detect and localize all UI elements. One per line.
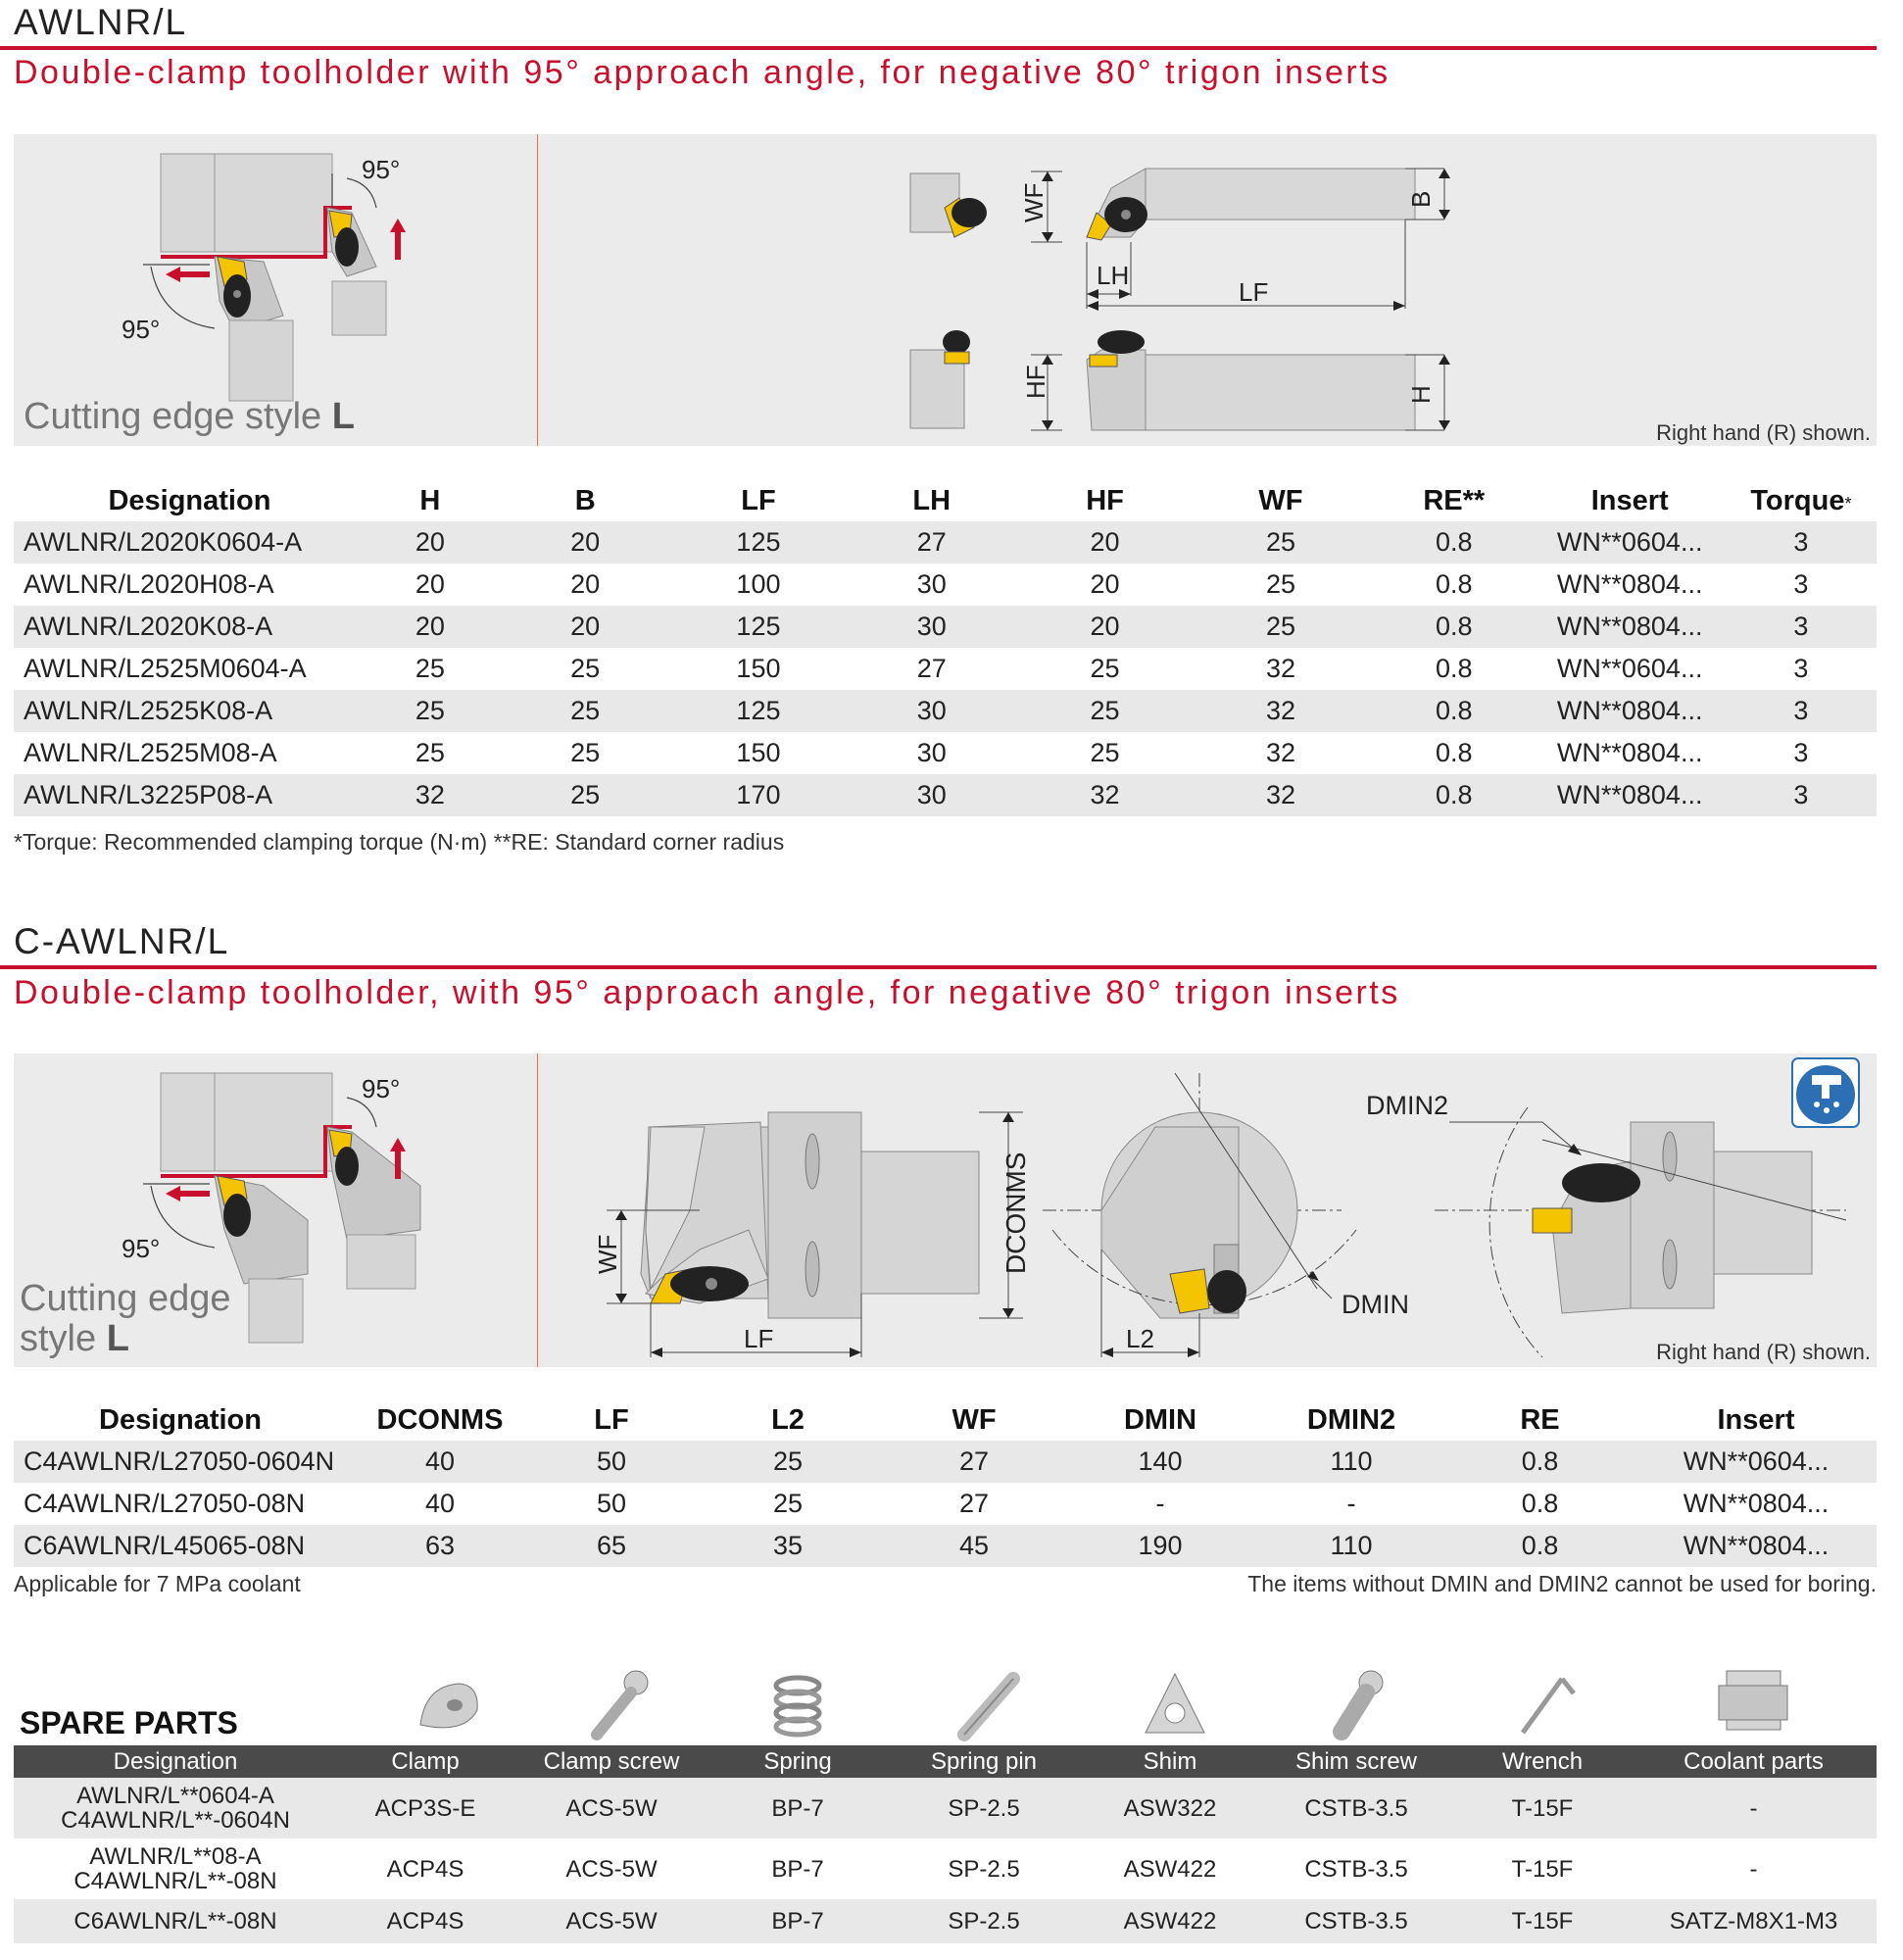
table-row — [14, 606, 1877, 648]
spare-parts-table — [14, 1745, 1877, 1943]
right-hand-note: Right hand (R) shown. — [1656, 1340, 1871, 1364]
value-cell: 50 — [596, 1489, 627, 1518]
angle-label-bottom: 95° — [122, 315, 161, 344]
dim-dmin: DMIN — [1342, 1290, 1409, 1319]
value-cell: 20 — [366, 606, 495, 648]
value-cell: 25 — [570, 654, 601, 683]
part-cell: SP-2.5 — [886, 1778, 1082, 1838]
col-lh: LH — [912, 485, 952, 516]
designation-cell — [14, 1838, 337, 1899]
section2-rule — [0, 965, 1877, 969]
dim-lh: LH — [1097, 261, 1130, 290]
value-cell: 32 — [1265, 654, 1295, 683]
value-cell: 20 — [366, 521, 495, 564]
part-cell: ACS-5W — [513, 1899, 709, 1943]
designation-cell — [14, 1778, 337, 1838]
shim-icon — [1146, 1674, 1204, 1733]
value-cell: WN**0804... — [1535, 774, 1726, 816]
dim-wf: WF — [1019, 182, 1049, 222]
angle-label-top: 95° — [362, 1074, 401, 1103]
value-cell: 3 — [1726, 606, 1877, 648]
value-cell: 110 — [1258, 1525, 1444, 1567]
value-cell: 0.8 — [1444, 1525, 1635, 1567]
spare-col-header: Shim — [1082, 1745, 1258, 1778]
value-cell: 125 — [676, 606, 842, 648]
value-cell: 25 — [1188, 521, 1374, 564]
value-cell: 65 — [533, 1525, 690, 1567]
value-cell: WN**0804... — [1535, 690, 1726, 732]
value-cell: 32 — [366, 774, 495, 816]
value-cell: 25 — [415, 654, 445, 683]
part-cell: T-15F — [1454, 1899, 1631, 1943]
part-cell: ACS-5W — [565, 1855, 658, 1883]
cutting-edge-style-label: Cutting edge style L — [24, 396, 355, 437]
col-h: H — [419, 485, 441, 516]
section1-diagram-panel — [14, 134, 1877, 446]
spare-col-header: Spring — [709, 1745, 886, 1778]
part-cell: BP-7 — [709, 1778, 886, 1838]
col-lf: LF — [741, 485, 776, 516]
part-cell: T-15F — [1511, 1855, 1574, 1883]
value-cell: 63 — [347, 1525, 533, 1567]
dim-lf: LF — [744, 1324, 774, 1353]
part-cell: BP-7 — [709, 1899, 886, 1943]
col-designation: Designation — [108, 485, 271, 516]
value-cell: WN**0804... — [1556, 569, 1703, 599]
value-cell: WN**0804... — [1635, 1525, 1877, 1567]
value-cell: 30 — [841, 606, 1022, 648]
value-cell: 32 — [1188, 774, 1374, 816]
value-cell: 27 — [841, 521, 1022, 564]
angle-label-top: 95° — [362, 155, 401, 184]
wrench-icon — [1523, 1679, 1574, 1733]
table-row — [14, 774, 1877, 816]
spare-header-row — [14, 1745, 1877, 1778]
col-b: B — [574, 485, 596, 516]
table-row — [14, 1441, 1877, 1483]
value-cell: 0.8 — [1374, 521, 1535, 564]
designation-cell: AWLNR/L2020H08-A — [24, 569, 274, 599]
value-cell: 140 — [1062, 1441, 1258, 1483]
coolant-parts-icon — [1719, 1671, 1787, 1730]
section1-rule — [0, 46, 1877, 50]
value-cell: 25 — [570, 738, 601, 767]
coolant-icon — [1792, 1058, 1859, 1127]
col-torque: Torque* — [1750, 485, 1852, 516]
coolant-note: Applicable for 7 MPa coolant — [14, 1571, 301, 1596]
value-cell: 25 — [1265, 569, 1295, 599]
value-cell: 3 — [1793, 738, 1809, 767]
designation-cell: AWLNR/L2525M08-A — [24, 738, 277, 767]
col-insert: Insert — [1717, 1404, 1795, 1436]
dim-h: H — [1406, 385, 1436, 404]
section1-title: AWLNR/L — [14, 2, 188, 42]
spare-row — [14, 1838, 1877, 1899]
section1-subtitle: Double-clamp toolholder with 95° approach angle, for negative 80° trigon inserts — [14, 54, 1391, 91]
value-cell: 25 — [690, 1441, 886, 1483]
value-cell: 0.8 — [1374, 774, 1535, 816]
designation-line: AWLNR/L**0604-A — [76, 1783, 274, 1809]
spare-row — [14, 1899, 1877, 1943]
part-cell: CSTB-3.5 — [1258, 1899, 1454, 1943]
value-cell: WN**0604... — [1535, 521, 1726, 564]
side-view-drawing — [910, 330, 1450, 430]
part-cell: - — [1749, 1855, 1758, 1883]
value-cell: 20 — [415, 569, 445, 599]
value-cell: 3 — [1726, 521, 1877, 564]
cutting-edge-style-label: Cutting edge style L — [20, 1278, 231, 1359]
value-cell: 3 — [1726, 690, 1877, 732]
value-cell: 35 — [690, 1525, 886, 1567]
value-cell: 20 — [1022, 521, 1188, 564]
table-row — [14, 1483, 1877, 1525]
value-cell: 32 — [1022, 774, 1188, 816]
approach-angle-drawing — [122, 154, 406, 401]
top-view-drawing — [910, 169, 1450, 311]
section2-title: C-AWLNR/L — [14, 921, 230, 961]
value-cell: 3 — [1793, 654, 1809, 683]
value-cell: - — [1155, 1489, 1165, 1518]
col-hf: HF — [1086, 485, 1124, 516]
dim-dconms: DCONMS — [1000, 1152, 1031, 1274]
spring-icon — [776, 1678, 819, 1735]
value-cell: 40 — [424, 1489, 456, 1518]
value-cell: 150 — [736, 654, 781, 683]
designation-cell: AWLNR/L2525K08-A — [14, 690, 366, 732]
part-cell: ASW422 — [1082, 1899, 1258, 1943]
col-re: RE** — [1423, 485, 1486, 516]
col-wf: WF — [952, 1404, 997, 1436]
value-cell: 125 — [676, 690, 842, 732]
value-cell: 0.8 — [1444, 1441, 1635, 1483]
value-cell: 0.8 — [1521, 1489, 1559, 1518]
table-header-row — [14, 1394, 1877, 1441]
table-row — [14, 690, 1877, 732]
table-header-row — [14, 474, 1877, 521]
right-hand-note: Right hand (R) shown. — [1656, 420, 1871, 445]
value-cell: WN**0604... — [1635, 1441, 1877, 1483]
table-row — [14, 1525, 1877, 1567]
part-cell: ACS-5W — [513, 1778, 709, 1838]
value-cell: 125 — [676, 521, 842, 564]
col-wf: WF — [1258, 485, 1303, 516]
col-dmin2: DMIN2 — [1306, 1404, 1396, 1436]
part-cell: ACP3S-E — [337, 1778, 513, 1838]
value-cell: 30 — [841, 690, 1022, 732]
part-cell: SATZ-M8X1-M3 — [1631, 1899, 1877, 1943]
value-cell: 3 — [1726, 774, 1877, 816]
designation-cell: AWLNR/L2525M0604-A — [24, 654, 307, 683]
col-re: RE — [1520, 1404, 1560, 1436]
designation-cell — [14, 1899, 337, 1943]
value-cell: 32 — [1188, 690, 1374, 732]
dim-hf: HF — [1021, 365, 1050, 399]
designation-cell: C6AWLNR/L45065-08N — [14, 1525, 347, 1567]
dim-dmin2: DMIN2 — [1366, 1091, 1449, 1120]
bore-view-drawing — [1043, 1073, 1409, 1357]
spare-part-icons — [14, 1666, 1877, 1744]
designation-line: C4AWLNR/L**-08N — [73, 1868, 277, 1894]
part-cell: ACP4S — [386, 1855, 464, 1883]
value-cell: 45 — [886, 1525, 1062, 1567]
value-cell: 0.8 — [1435, 738, 1473, 767]
value-cell: 0.8 — [1374, 606, 1535, 648]
col-lf: LF — [594, 1404, 629, 1436]
table-row — [14, 564, 1877, 606]
value-cell: 25 — [1090, 738, 1120, 767]
part-cell: ASW322 — [1082, 1778, 1258, 1838]
col-l2: L2 — [771, 1404, 805, 1436]
back-boring-view-drawing — [1366, 1091, 1846, 1357]
table-row — [14, 521, 1877, 564]
spare-row — [14, 1778, 1877, 1838]
value-cell: 25 — [772, 1489, 804, 1518]
value-cell: 25 — [415, 738, 445, 767]
col-dconms: DCONMS — [376, 1404, 504, 1436]
value-cell: 32 — [1265, 738, 1295, 767]
spare-col-header: Clamp screw — [513, 1745, 709, 1778]
designation-line: C4AWLNR/L**-0604N — [61, 1807, 290, 1834]
spare-col-header: Spring pin — [886, 1745, 1082, 1778]
section2-subtitle: Double-clamp toolholder, with 95° approach angle, for negative 80° trigon inserts — [14, 974, 1400, 1011]
value-cell: 27 — [916, 654, 947, 683]
value-cell: 150 — [736, 738, 781, 767]
col-insert: Insert — [1590, 485, 1669, 516]
value-cell: 30 — [916, 569, 947, 599]
value-cell: 20 — [1022, 606, 1188, 648]
dim-b: B — [1406, 190, 1436, 208]
part-cell: - — [1631, 1778, 1877, 1838]
value-cell: WN**0804... — [1535, 606, 1726, 648]
value-cell: 20 — [495, 521, 676, 564]
designation-cell: C4AWLNR/L27050-08N — [24, 1489, 306, 1518]
value-cell: 25 — [1090, 654, 1120, 683]
value-cell: 0.8 — [1435, 654, 1473, 683]
boring-note: The items without DMIN and DMIN2 cannot be used for boring. — [1247, 1571, 1877, 1596]
section1-footnote: *Torque: Recommended clamping torque (N·m) **RE: Standard corner radius — [14, 829, 785, 855]
head-view-drawing — [593, 1112, 1031, 1357]
part-cell: T-15F — [1454, 1778, 1631, 1838]
part-cell: ACP4S — [337, 1899, 513, 1943]
designation-cell: C4AWLNR/L27050-0604N — [14, 1441, 347, 1483]
spare-col-header: Shim screw — [1258, 1745, 1454, 1778]
value-cell: 27 — [958, 1489, 990, 1518]
value-cell: 190 — [1062, 1525, 1258, 1567]
value-cell: 0.8 — [1435, 569, 1473, 599]
col-dmin: DMIN — [1123, 1404, 1197, 1436]
part-cell: ASW422 — [1123, 1855, 1217, 1883]
spring-pin-icon — [964, 1679, 1013, 1735]
designation-cell: AWLNR/L2020K0604-A — [14, 521, 366, 564]
value-cell: 20 — [1090, 569, 1120, 599]
value-cell: 30 — [841, 774, 1022, 816]
shim-screw-icon — [1342, 1671, 1383, 1732]
section2-drawings — [14, 1054, 1877, 1367]
value-cell: 110 — [1258, 1441, 1444, 1483]
value-cell: 30 — [916, 738, 947, 767]
clamp-screw-icon — [597, 1671, 648, 1735]
angle-label-bottom: 95° — [122, 1234, 161, 1263]
value-cell: WN**0804... — [1683, 1489, 1830, 1518]
col-designation: Designation — [99, 1404, 262, 1436]
value-cell: 50 — [533, 1441, 690, 1483]
value-cell: 0.8 — [1374, 690, 1535, 732]
dim-l2: L2 — [1126, 1324, 1154, 1353]
table-row — [14, 732, 1877, 774]
designation-cell: AWLNR/L3225P08-A — [14, 774, 366, 816]
dim-wf: WF — [593, 1234, 622, 1274]
part-cell: SP-2.5 — [886, 1899, 1082, 1943]
section1-table — [14, 474, 1877, 816]
value-cell: 100 — [736, 569, 781, 599]
value-cell: 25 — [1188, 606, 1374, 648]
spare-col-header: Clamp — [337, 1745, 513, 1778]
part-cell: CSTB-3.5 — [1304, 1855, 1408, 1883]
value-cell: 25 — [495, 690, 676, 732]
spare-col-header: Designation — [14, 1745, 337, 1778]
value-cell: 25 — [1022, 690, 1188, 732]
part-cell: SP-2.5 — [948, 1855, 1020, 1883]
value-cell: 27 — [886, 1441, 1062, 1483]
value-cell: WN**0604... — [1556, 654, 1703, 683]
value-cell: 3 — [1793, 569, 1809, 599]
designation-cell: AWLNR/L2020K08-A — [14, 606, 366, 648]
value-cell: 40 — [347, 1441, 533, 1483]
spare-col-header: Wrench — [1454, 1745, 1631, 1778]
table-row — [14, 648, 1877, 690]
value-cell: 170 — [676, 774, 842, 816]
value-cell: 25 — [495, 774, 676, 816]
value-cell: WN**0804... — [1556, 738, 1703, 767]
value-cell: 25 — [366, 690, 495, 732]
part-cell: CSTB-3.5 — [1258, 1778, 1454, 1838]
value-cell: 20 — [495, 606, 676, 648]
spare-col-header: Coolant parts — [1631, 1745, 1877, 1778]
part-cell: BP-7 — [771, 1855, 824, 1883]
spare-parts-title: SPARE PARTS — [20, 1705, 238, 1740]
value-cell: - — [1346, 1489, 1356, 1518]
section2-diagram-panel — [14, 1054, 1877, 1367]
designation-line: AWLNR/L**08-A — [89, 1843, 262, 1870]
designation-line: C6AWLNR/L**-08N — [73, 1908, 277, 1935]
section2-table — [14, 1394, 1877, 1567]
value-cell: 20 — [570, 569, 601, 599]
clamp-icon — [420, 1684, 477, 1728]
dim-lf: LF — [1239, 277, 1269, 307]
